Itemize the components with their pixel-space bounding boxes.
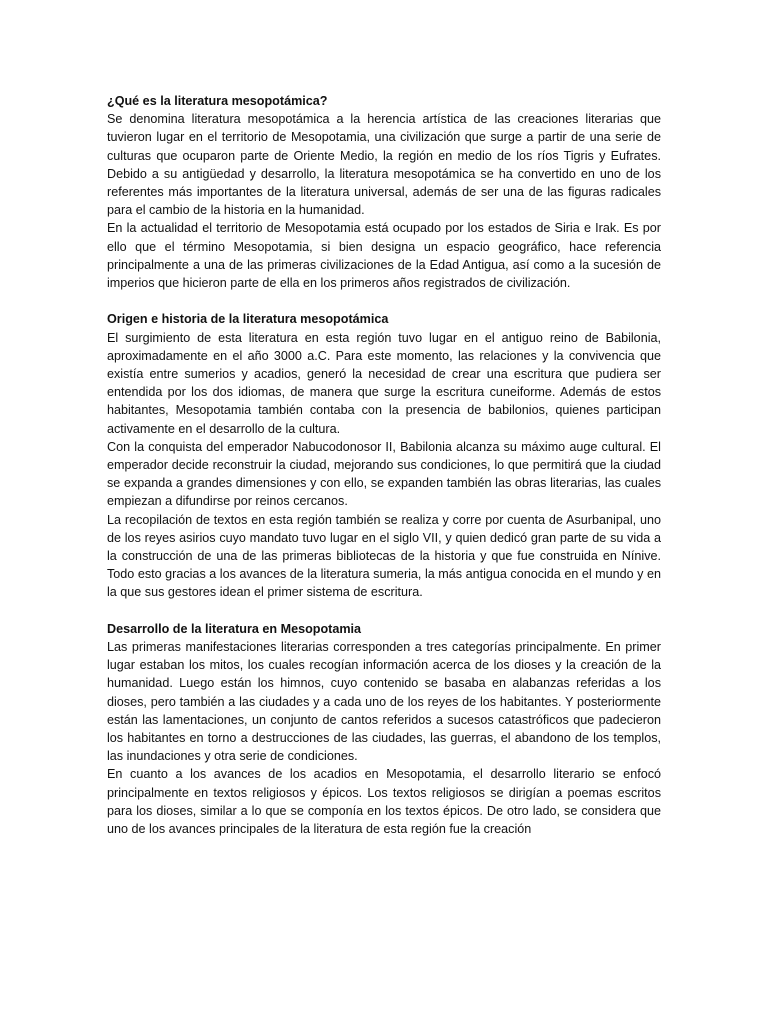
document-page [107,92,661,838]
paragraph: Se denomina literatura mesopotámica a la herencia artística de las creaciones literarias que tuvieron lugar en el territorio de Mesopotamia, una civilización que surge a partir de una serie de culturas que ocuparon parte de Oriente Medio, la región en medio de los ríos Tigris y Eufrates. Debido a su antigüedad y desarrollo, la literatura mesopotámica se ha convertido en uno de los referentes más importantes de la literatura universal, además de ser una de las figuras radicales para el cambio de la historia en la humanidad. [107,112,661,218]
paragraph: La recopilación de textos en esta región también se realiza y corre por cuenta de Asurbanipal, uno de los reyes asirios cuyo mandato tuvo lugar en el siglo VII, y quien dedicó gran parte de su vida a la construcción de una de las primeras bibliotecas de la historia y que fue construida en Nínive. Todo esto gracias a los avances de la literatura sumeria, la más antigua conocida en el mundo y en la que sus gestores idean el primer sistema de escritura. [107,512,661,600]
section-origen [107,310,661,601]
section-heading: Origen e historia de la literatura mesopotámica [107,312,389,327]
section-desarrollo [107,620,661,838]
section-spacer [107,602,661,620]
paragraph: En la actualidad el territorio de Mesopotamia está ocupado por los estados de Siria e Irak. Es por ello que el término Mesopotamia, si bien designa un espacio geográfico, hace referencia principalmente a una de las primeras civilizaciones de la Edad Antigua, así como a la sucesión de imperios que hicieron parte de ella en los primeros años registrados de civilización. [107,221,661,291]
section-que-es [107,92,661,292]
section-heading: ¿Qué es la literatura mesopotámica? [107,94,328,108]
paragraph: En cuanto a los avances de los acadios en Mesopotamia, el desarrollo literario se enfocó principalmente en textos religiosos y épicos. Los textos religiosos se dirigían a poemas escritos para los dioses, similar a lo que se componía en los textos épicos. De otro lado, se considera que uno de los avances principales de la literatura de esta región fue la creación [107,767,661,837]
paragraph: Con la conquista del emperador Nabucodonosor II, Babilonia alcanza su máximo auge cultural. El emperador decide reconstruir la ciudad, mejorando sus condiciones, lo que permitirá que la ciudad se expanda a grandes dimensiones y con ello, se expanden también las obras literarias, las cuales empiezan a difundirse por reinos cercanos. [107,439,661,509]
section-heading: Desarrollo de la literatura en Mesopotamia [107,621,362,636]
paragraph: Las primeras manifestaciones literarias corresponden a tres categorías principalmente. En primer lugar estaban los mitos, los cuales recogían información acerca de los dioses y la creación de la humanidad. Luego están los himnos, cuyo contenido se basaba en alabanzas referidas a los dioses, pero también a las ciudades y a cada uno de los reyes de los habitantes. Y posteriormente están las lamentaciones, un conjunto de cantos referidos a sucesos catastróficos que padecieron los habitantes en torno a destrucciones de las ciudades, las guerras, el abandono de los templos, las inundaciones y otra serie de condiciones. [107,640,661,764]
section-spacer [107,292,661,310]
paragraph: El surgimiento de esta literatura en esta región tuvo lugar en el antiguo reino de Babilonia, aproximadamente en el año 3000 a.C. Para este momento, las relaciones y la convivencia que existía entre sumerios y acadios, generó la necesidad de crear una escritura que pudiera ser entendida por los dos idiomas, de manera que surge la escritura cuneiforme. Además de estos habitantes, Mesopotamia también contaba con la presencia de babilonios, quienes participan activamente en el desarrollo de la cultura. [107,330,661,436]
